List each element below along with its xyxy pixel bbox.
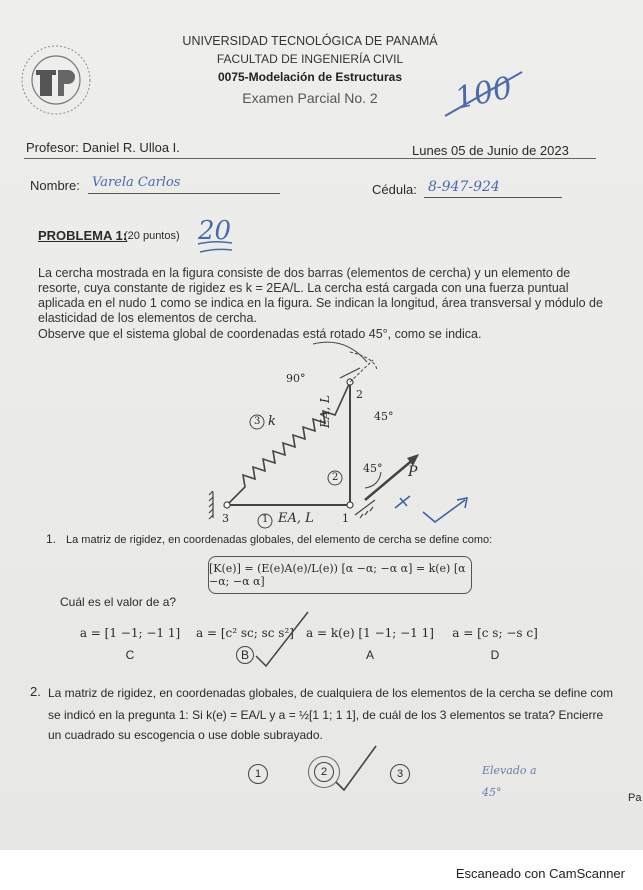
q2-line2: se indicó en la pregunta 1: Si k(e) = EA/L y a = ½[1 1; 1 1], de cuál de los 3 elementos se trata? Encierre: [48, 708, 604, 722]
angle-arc-90: [313, 342, 367, 362]
q1-option-a-expr: a = k(e) [1 −1; −1 1]: [306, 626, 434, 640]
figure-node-2: 2: [356, 388, 363, 401]
q1-number: 1.: [46, 532, 57, 546]
professor: Profesor: Daniel R. Ulloa I.: [26, 140, 180, 155]
truss-figure: [195, 340, 475, 540]
id-underline: [424, 197, 562, 198]
q1-option-b-letter: B: [236, 646, 254, 664]
q2-choice-1[interactable]: 1: [248, 764, 268, 784]
q2-checkmark: [330, 742, 380, 792]
id-value: 8-947-924: [428, 179, 500, 195]
problem-score: 20: [198, 216, 232, 246]
figure-angle-inner: 45°: [363, 462, 383, 475]
q1-option-c-expr: a = [1 −1; −1 1]: [79, 626, 181, 640]
q1-option-a[interactable]: [300, 626, 440, 662]
scanner-footer: [0, 850, 643, 890]
faculty-title: FACULTAD DE INGENIERÍA CIVIL: [216, 52, 404, 66]
problem-title: PROBLEMA 1:: [38, 228, 128, 243]
figure-elem1-circle: 1: [262, 514, 269, 525]
q1-formula: [208, 556, 472, 594]
header-divider: [24, 158, 596, 159]
name-underline: [88, 193, 280, 194]
figure-spring-label: k: [268, 414, 276, 429]
support-node-1: [347, 500, 375, 518]
support-node-2: [340, 368, 360, 385]
q1-option-b-expr: a = [c² sc; sc s²]: [196, 626, 294, 640]
q2-line3: un cuadrado su escogencia o use doble subrayado.: [48, 728, 323, 742]
q1-formula-text: [K(e)] = (E(e)A(e)/L(e)) [α −α; −α α] = k(e) [α −α; −α α]: [209, 562, 466, 588]
q2-line1: La matriz de rigidez, en coordenadas globales, de cualquiera de los elementos de la cercha se define com: [48, 686, 614, 700]
figure-elem1-label: EA, L: [278, 511, 314, 526]
figure-node-1: 1: [342, 512, 349, 525]
exam-date: Lunes 05 de Junio de 2023: [412, 143, 569, 158]
figure-force-label: P: [408, 464, 418, 480]
q1-option-d[interactable]: [440, 626, 550, 662]
q1-option-c-letter: C: [125, 648, 135, 662]
figure-angle-top: 90°: [286, 372, 306, 385]
score-slash: [440, 66, 530, 126]
course-title: 0075-Modelación de Estructuras: [217, 70, 403, 84]
q2-handwritten-note: Elevado a 45°: [482, 764, 537, 799]
figure-spring-circle: 3: [254, 416, 261, 427]
q1-option-a-letter: A: [365, 648, 374, 662]
q2-page-edge: Pa: [628, 792, 642, 804]
university-title: UNIVERSIDAD TECNOLÓGICA DE PANAMÁ: [182, 34, 438, 48]
problem-description: La cercha mostrada en la figura consiste de dos barras (elementos de cercha) y un elemento de resorte, cuya constante de rigidez es k = 2EA/L. La cercha está cargada con una fuerza puntual aplicada en el nudo 1 como se indica en la figura. Se indican la longitud, área transversal y módulo de elasticidad de los elementos de cercha.: [38, 266, 603, 325]
q1-question: Cuál es el valor de a?: [60, 595, 177, 609]
exam-title: Examen Parcial No. 2: [242, 90, 378, 106]
name-value: Varela Carlos: [92, 175, 181, 190]
figure-elem2-circle: 2: [332, 472, 339, 483]
q2-choice-2[interactable]: 2: [314, 762, 334, 782]
q1-option-d-expr: a = [c s; −s c]: [452, 626, 538, 640]
q1-text: La matriz de rigidez, en coordenadas globales, del elemento de cercha se define como:: [66, 534, 493, 546]
problem-points: (20 puntos): [124, 230, 180, 242]
figure-angle-right: 45°: [374, 410, 394, 423]
figure-elem2-label: EA, L: [318, 394, 332, 428]
q1-option-d-letter: D: [490, 648, 500, 662]
total-score: 100: [451, 70, 516, 117]
name-label: Nombre:: [30, 178, 80, 193]
q2-number: 2.: [30, 684, 41, 699]
q1-option-c[interactable]: [70, 626, 190, 662]
id-label: Cédula:: [372, 182, 417, 197]
figure-node-3: 3: [222, 512, 229, 525]
scanner-watermark: Escaneado con CamScanner: [455, 866, 625, 881]
q2-choice-3[interactable]: 3: [390, 764, 410, 784]
utp-logo: [18, 42, 94, 118]
problem-note: Observe que el sistema global de coordenadas está rotado 45°, como se indica.: [38, 327, 482, 341]
problem-score-underline: [196, 240, 236, 256]
